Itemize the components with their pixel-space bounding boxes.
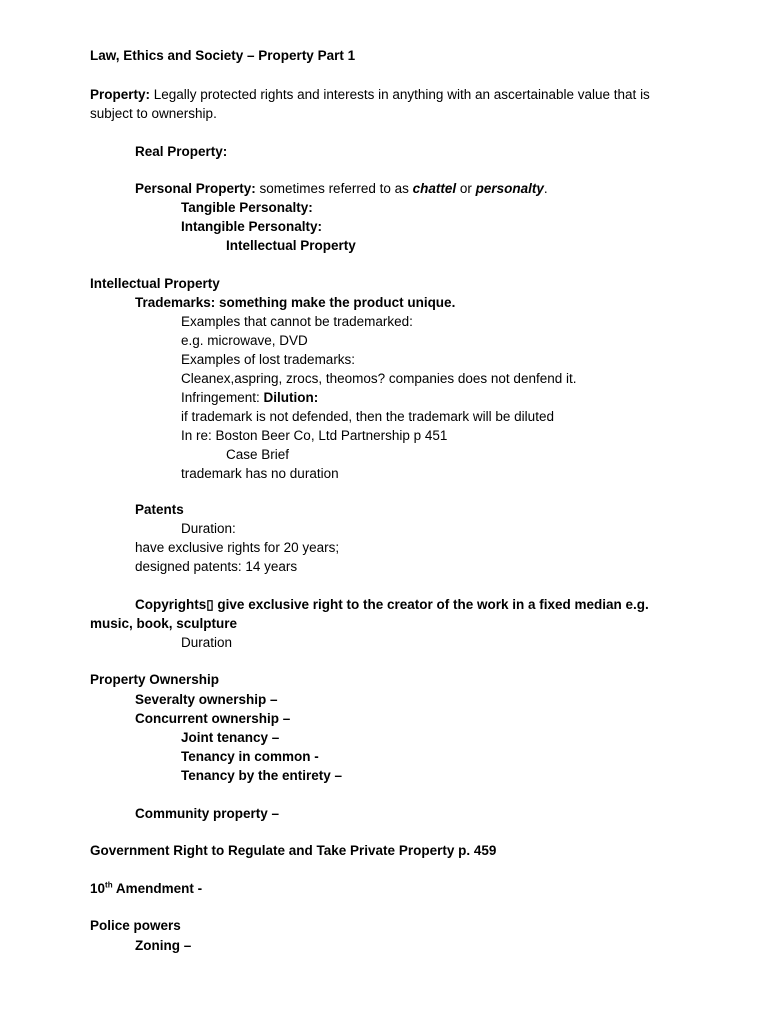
- tm-line-3: Examples of lost trademarks:: [181, 352, 356, 367]
- tenancy-in-common: Tenancy in common -: [181, 749, 319, 764]
- zoning: Zoning –: [135, 938, 192, 953]
- personal-property-text: sometimes referred to as: [255, 181, 413, 196]
- personalty-term: personalty: [475, 181, 544, 196]
- tm-line-4: Cleanex,aspring, zrocs, theomos? companies does not denfend it.: [181, 371, 577, 386]
- intellectual-property-heading: Intellectual Property: [90, 276, 220, 291]
- government-right-heading: Government Right to Regulate and Take Private Property p. 459: [90, 843, 497, 858]
- trademarks-heading: Trademarks: something make the product unique.: [135, 295, 456, 310]
- document-title: Law, Ethics and Society – Property Part 1: [90, 48, 356, 63]
- patents-duration: Duration:: [181, 521, 236, 536]
- property-definition-text: Legally protected rights and interests in anything with an ascertainable value that is: [150, 87, 650, 102]
- intangible-personalty: Intangible Personalty:: [181, 219, 323, 234]
- personal-property-line: [135, 180, 548, 198]
- personal-property-term: Personal Property:: [135, 181, 256, 196]
- infringement-line: [181, 389, 318, 407]
- chattel-term: chattel: [412, 181, 457, 196]
- amendment-number: 10: [90, 881, 106, 896]
- property-definition-line-2: subject to ownership.: [90, 106, 217, 121]
- tenancy-by-entirety: Tenancy by the entirety –: [181, 768, 343, 783]
- tangible-personalty: Tangible Personalty:: [181, 200, 313, 215]
- copyrights-line-2: music, book, sculpture: [90, 616, 238, 631]
- case-reference: In re: Boston Beer Co, Ltd Partnership p 451: [181, 428, 448, 443]
- amendment-text: Amendment -: [112, 881, 203, 896]
- tm-line-1: Examples that cannot be trademarked:: [181, 314, 413, 329]
- concurrent-ownership: Concurrent ownership –: [135, 711, 291, 726]
- or-text: or: [456, 181, 476, 196]
- dilution-text: if trademark is not defended, then the trademark will be diluted: [181, 409, 554, 424]
- tenth-amendment: [90, 880, 202, 898]
- property-ownership-heading: Property Ownership: [90, 672, 220, 687]
- copyrights-duration: Duration: [181, 635, 233, 650]
- amendment-superscript: th: [105, 880, 113, 890]
- dilution-term: Dilution:: [263, 390, 319, 405]
- infringement-label: Infringement:: [181, 390, 264, 405]
- patents-line-1: have exclusive rights for 20 years;: [135, 540, 340, 555]
- tm-line-2: e.g. microwave, DVD: [181, 333, 308, 348]
- real-property-heading: Real Property:: [135, 144, 228, 159]
- period: .: [543, 181, 548, 196]
- severalty-ownership: Severalty ownership –: [135, 692, 278, 707]
- property-term: Property:: [90, 87, 151, 102]
- property-definition-line-1: [90, 86, 650, 104]
- community-property: Community property –: [135, 806, 280, 821]
- patents-heading: Patents: [135, 502, 184, 517]
- copyrights-line-1: Copyrights▯ give exclusive right to the creator of the work in a fixed median e.g.: [135, 597, 649, 612]
- joint-tenancy: Joint tenancy –: [181, 730, 280, 745]
- trademark-duration: trademark has no duration: [181, 466, 339, 481]
- case-brief: Case Brief: [226, 447, 290, 462]
- intellectual-property-subitem: Intellectual Property: [226, 238, 356, 253]
- patents-line-2: designed patents: 14 years: [135, 559, 298, 574]
- police-powers-heading: Police powers: [90, 918, 181, 933]
